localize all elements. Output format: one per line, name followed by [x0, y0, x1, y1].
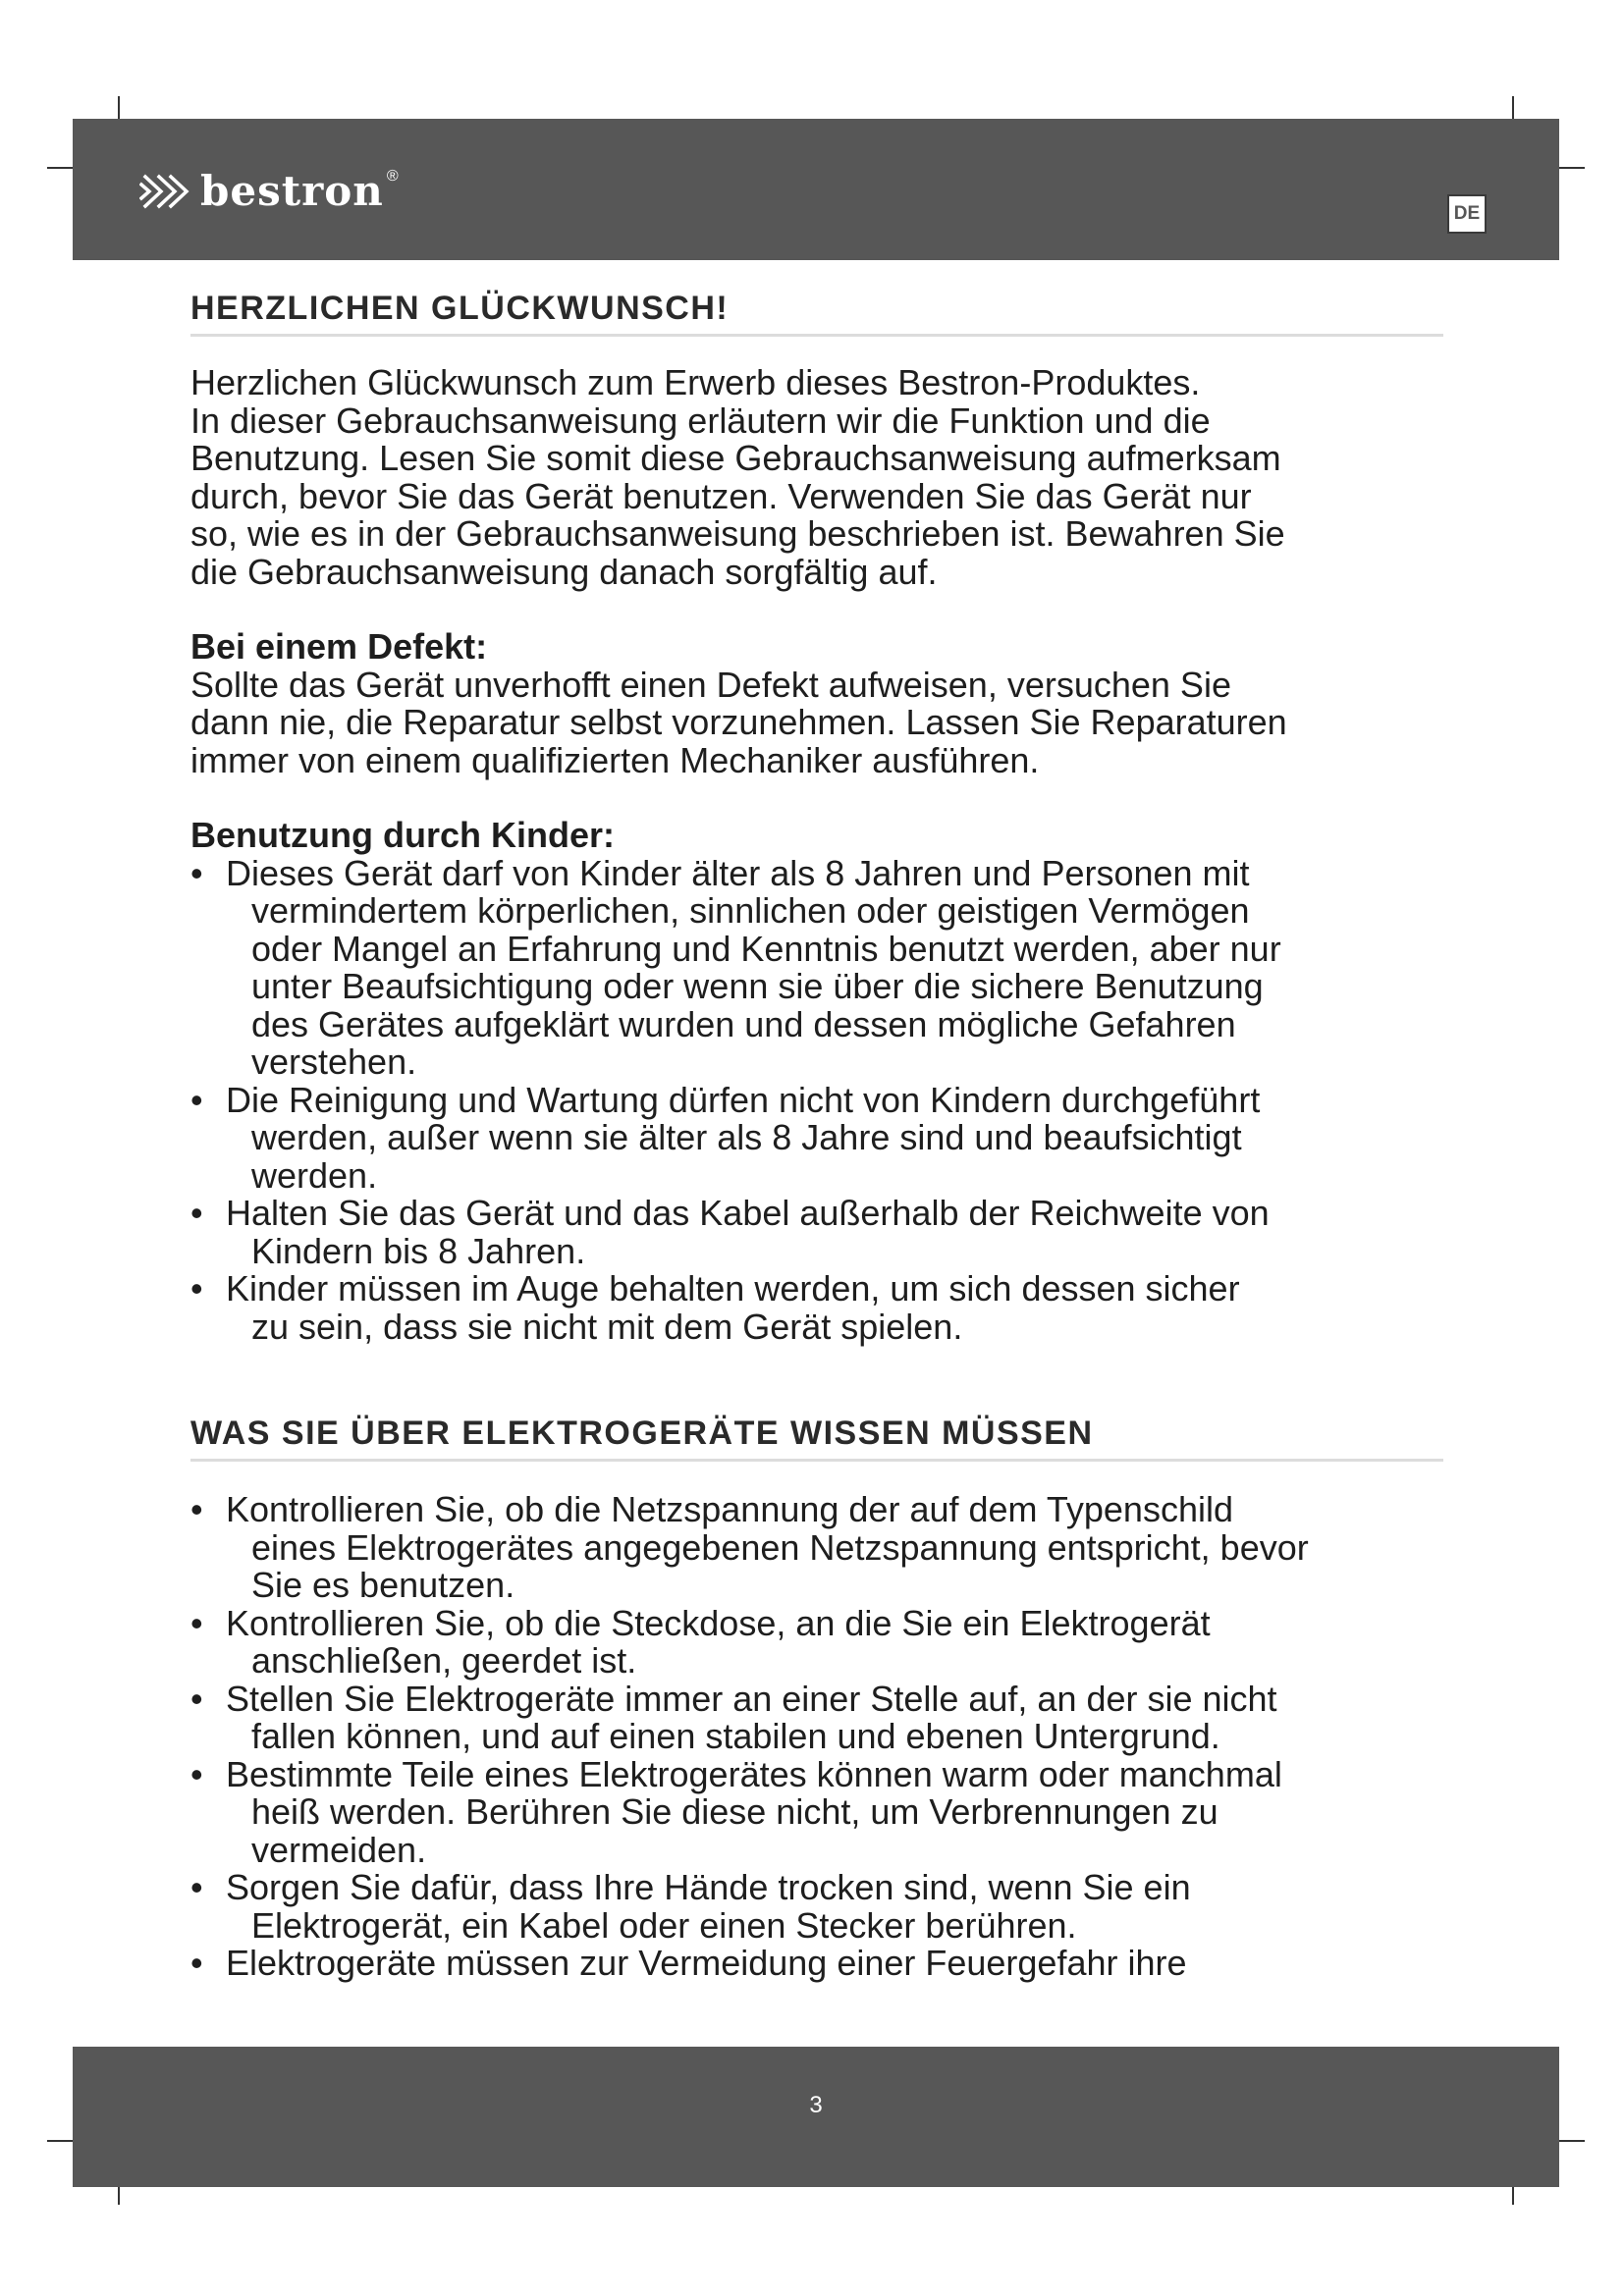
section-heading-congratulations: HERZLICHEN GLÜCKWUNSCH! — [190, 290, 1443, 337]
text-line: Sie es benutzen. — [251, 1565, 515, 1605]
text-line: oder Mangel an Erfahrung und Kenntnis benutzt werden, aber nur — [251, 928, 1281, 969]
text-line: die Gebrauchsanweisung danach sorgfältig auf. — [190, 551, 938, 592]
text-line: Halten Sie das Gerät und das Kabel außerhalb der Reichweite von — [226, 1193, 1270, 1233]
text-line: Die Reinigung und Wartung dürfen nicht von Kindern durchgeführt — [226, 1079, 1261, 1120]
text-line: heiß werden. Berühren Sie diese nicht, um Verbrennungen zu — [251, 1791, 1218, 1832]
list-item — [190, 1678, 1443, 1756]
text-line: Kontrollieren Sie, ob die Netzspannung der auf dem Typenschild — [226, 1489, 1233, 1529]
list-item — [190, 1195, 1443, 1270]
defect-paragraph — [190, 664, 1443, 780]
language-badge: DE — [1447, 194, 1487, 234]
text-line: immer von einem qualifizierten Mechaniker ausführen. — [190, 739, 1040, 780]
text-line: Dieses Gerät darf von Kinder älter als 8 Jahren und Personen mit — [226, 852, 1250, 893]
text-line: Bestimmte Teile eines Elektrogerätes können warm oder manchmal — [226, 1753, 1282, 1794]
text-line: Kindern bis 8 Jahren. — [251, 1230, 586, 1271]
text-line: unter Beaufsichtigung oder wenn sie über die sichere Benutzung — [251, 966, 1264, 1006]
list-item — [190, 1079, 1443, 1196]
text-line: vermeiden. — [251, 1829, 427, 1870]
text-line: Stellen Sie Elektrogeräte immer an einer Stelle auf, an der sie nicht — [226, 1678, 1277, 1719]
text-line: eines Elektrogerätes angegebenen Netzspannung entspricht, bevor — [251, 1526, 1309, 1568]
text-line: Herzlichen Glückwunsch zum Erwerb dieses Bestron-Produktes. — [190, 362, 1201, 402]
text-line: anschließen, geerdet ist. — [251, 1640, 637, 1681]
brand-logo — [139, 164, 399, 219]
text-line: Kinder müssen im Auge behalten werden, um sich dessen sicher — [226, 1268, 1240, 1308]
list-item — [190, 1491, 1443, 1605]
section-heading-electrical: WAS SIE ÜBER ELEKTROGERÄTE WISSEN MÜSSEN — [190, 1415, 1443, 1462]
text-line: Benutzung. Lesen Sie somit diese Gebrauchsanweisung aufmerksam — [190, 438, 1281, 478]
list-item — [190, 1602, 1443, 1681]
children-bullet-list — [190, 852, 1443, 1347]
text-line: zu sein, dass sie nicht mit dem Gerät spielen. — [251, 1306, 963, 1347]
text-line: verstehen. — [251, 1041, 417, 1082]
electrical-bullet-list — [190, 1491, 1443, 1983]
list-item — [190, 1753, 1443, 1870]
defect-heading: Bei einem Defekt: — [190, 626, 488, 667]
list-item — [190, 1945, 1443, 1983]
text-line: Kontrollieren Sie, ob die Steckdose, an die Sie ein Elektrogerät — [226, 1602, 1211, 1643]
double-chevron-icon — [139, 169, 190, 214]
page-content — [190, 290, 1443, 1983]
list-item — [190, 1270, 1443, 1346]
list-item — [190, 1869, 1443, 1945]
text-line: Sorgen Sie dafür, dass Ihre Hände trocken sind, wenn Sie ein — [226, 1867, 1191, 1907]
text-line: werden, außer wenn sie älter als 8 Jahre sind und beaufsichtigt — [251, 1117, 1242, 1157]
children-heading: Benutzung durch Kinder: — [190, 815, 615, 855]
intro-paragraph — [190, 364, 1443, 591]
text-line: fallen können, und auf einen stabilen und ebenen Untergrund. — [251, 1716, 1220, 1756]
page-header — [73, 119, 1559, 260]
text-line: Elektrogerät, ein Kabel oder einen Stecker berühren. — [251, 1904, 1077, 1946]
page-number: 3 — [809, 2092, 823, 2118]
page-footer — [73, 2047, 1559, 2187]
list-item — [190, 852, 1443, 1082]
text-line: werden. — [251, 1154, 378, 1196]
text-line: Elektrogeräte müssen zur Vermeidung einer Feuergefahr ihre — [226, 1943, 1187, 1983]
text-line: Sollte das Gerät unverhofft einen Defekt aufweisen, versuchen Sie — [190, 664, 1231, 705]
text-line: vermindertem körperlichen, sinnlichen oder geistigen Vermögen — [251, 890, 1250, 931]
text-line: des Gerätes aufgeklärt wurden und dessen mögliche Gefahren — [251, 1003, 1236, 1044]
text-line: durch, bevor Sie das Gerät benutzen. Verwenden Sie das Gerät nur — [190, 475, 1252, 516]
text-line: so, wie es in der Gebrauchsanweisung beschrieben ist. Bewahren Sie — [190, 513, 1285, 554]
text-line: dann nie, die Reparatur selbst vorzunehmen. Lassen Sie Reparaturen — [190, 702, 1287, 742]
registered-mark: ® — [386, 168, 399, 185]
text-line: In dieser Gebrauchsanweisung erläutern wir die Funktion und die — [190, 400, 1211, 441]
brand-name: bestron — [200, 167, 384, 215]
